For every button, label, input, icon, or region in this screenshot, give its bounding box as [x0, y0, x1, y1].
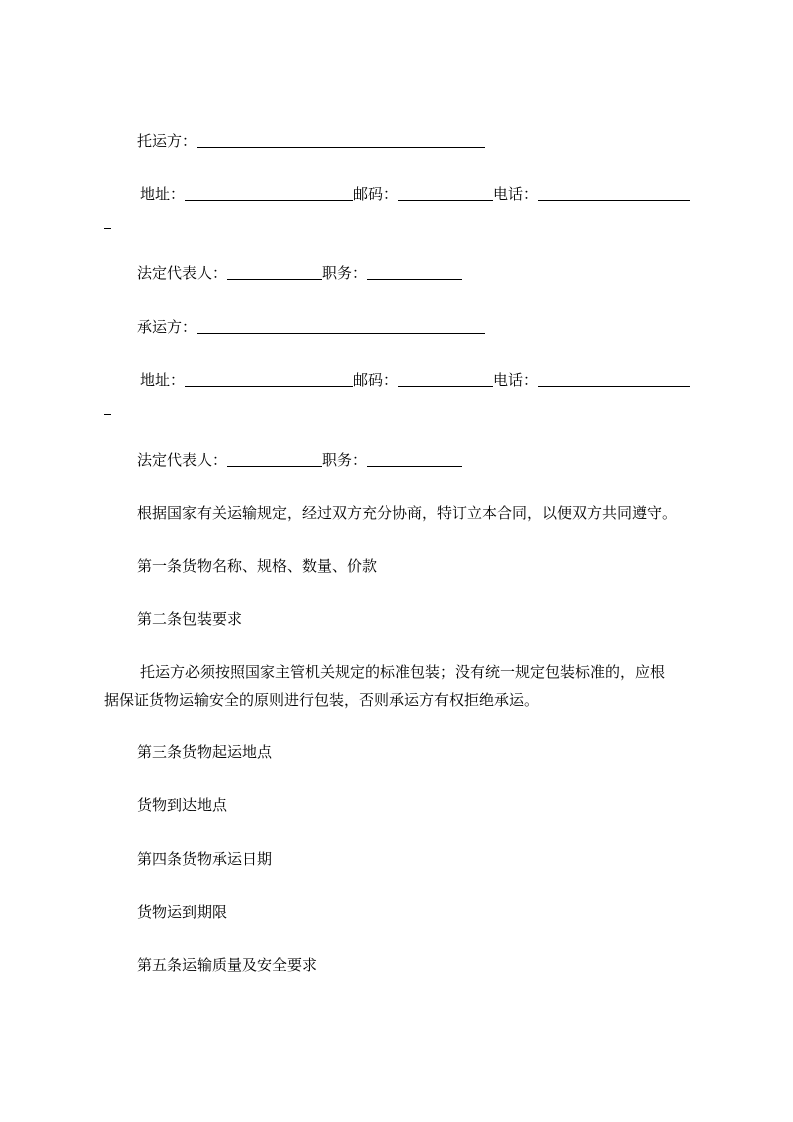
- article-2-heading: 第二条包装要求: [137, 610, 243, 628]
- carrier-title-blank: [367, 452, 462, 467]
- overflow-dash: [104, 402, 111, 415]
- arrival-place-line: 货物到达地点: [137, 796, 228, 814]
- carrier-address-label: 地址：: [140, 371, 186, 389]
- carrier-contact-line: [140, 370, 690, 390]
- shipper-rep-blank: [227, 265, 322, 280]
- shipper-title-label: 职务：: [322, 264, 368, 282]
- carrier-phone-blank: [538, 372, 690, 387]
- carrier-name-line: [137, 317, 485, 337]
- shipper-address-label: 地址：: [140, 185, 186, 203]
- article-5-heading: 第五条运输质量及安全要求: [137, 956, 318, 974]
- article-3-heading: 第三条货物起运地点: [137, 743, 273, 761]
- shipper-address-blank: [185, 186, 353, 201]
- carrier-label: 承运方：: [137, 318, 198, 336]
- preamble-paragraph: 根据国家有关运输规定，经过双方充分协商，特订立本合同，以便双方共同遵守。: [137, 504, 678, 522]
- shipper-phone-overflow: [104, 214, 111, 234]
- carrier-phone-label: 电话：: [493, 371, 539, 389]
- article-4-heading: 第四条货物承运日期: [137, 850, 273, 868]
- shipper-postcode-blank: [398, 186, 493, 201]
- carrier-title-label: 职务：: [322, 451, 368, 469]
- packing-paragraph-line-1: 托运方必须按照国家主管机关规定的标准包装；没有统一规定包装标准的，应根: [140, 663, 666, 681]
- shipper-rep-line: [137, 263, 462, 283]
- delivery-deadline-line: 货物运到期限: [137, 903, 228, 921]
- carrier-rep-line: [137, 450, 462, 470]
- carrier-name-blank: [197, 319, 485, 334]
- shipper-postcode-label: 邮码：: [353, 185, 399, 203]
- shipper-rep-label: 法定代表人：: [137, 264, 228, 282]
- carrier-postcode-blank: [398, 372, 493, 387]
- overflow-dash: [104, 216, 111, 229]
- shipper-phone-blank: [538, 186, 690, 201]
- shipper-label: 托运方：: [137, 132, 198, 150]
- carrier-address-blank: [185, 372, 353, 387]
- carrier-rep-label: 法定代表人：: [137, 451, 228, 469]
- carrier-postcode-label: 邮码：: [353, 371, 399, 389]
- shipper-name-blank: [197, 133, 485, 148]
- packing-paragraph-line-2: 据保证货物运输安全的原则进行包装，否则承运方有权拒绝承运。: [104, 691, 540, 709]
- shipper-contact-line: [140, 184, 690, 204]
- shipper-name-line: [137, 131, 485, 151]
- carrier-rep-blank: [227, 452, 322, 467]
- article-1-heading: 第一条货物名称、规格、数量、价款: [137, 557, 378, 575]
- shipper-title-blank: [367, 265, 462, 280]
- shipper-phone-label: 电话：: [493, 185, 539, 203]
- carrier-phone-overflow: [104, 400, 111, 420]
